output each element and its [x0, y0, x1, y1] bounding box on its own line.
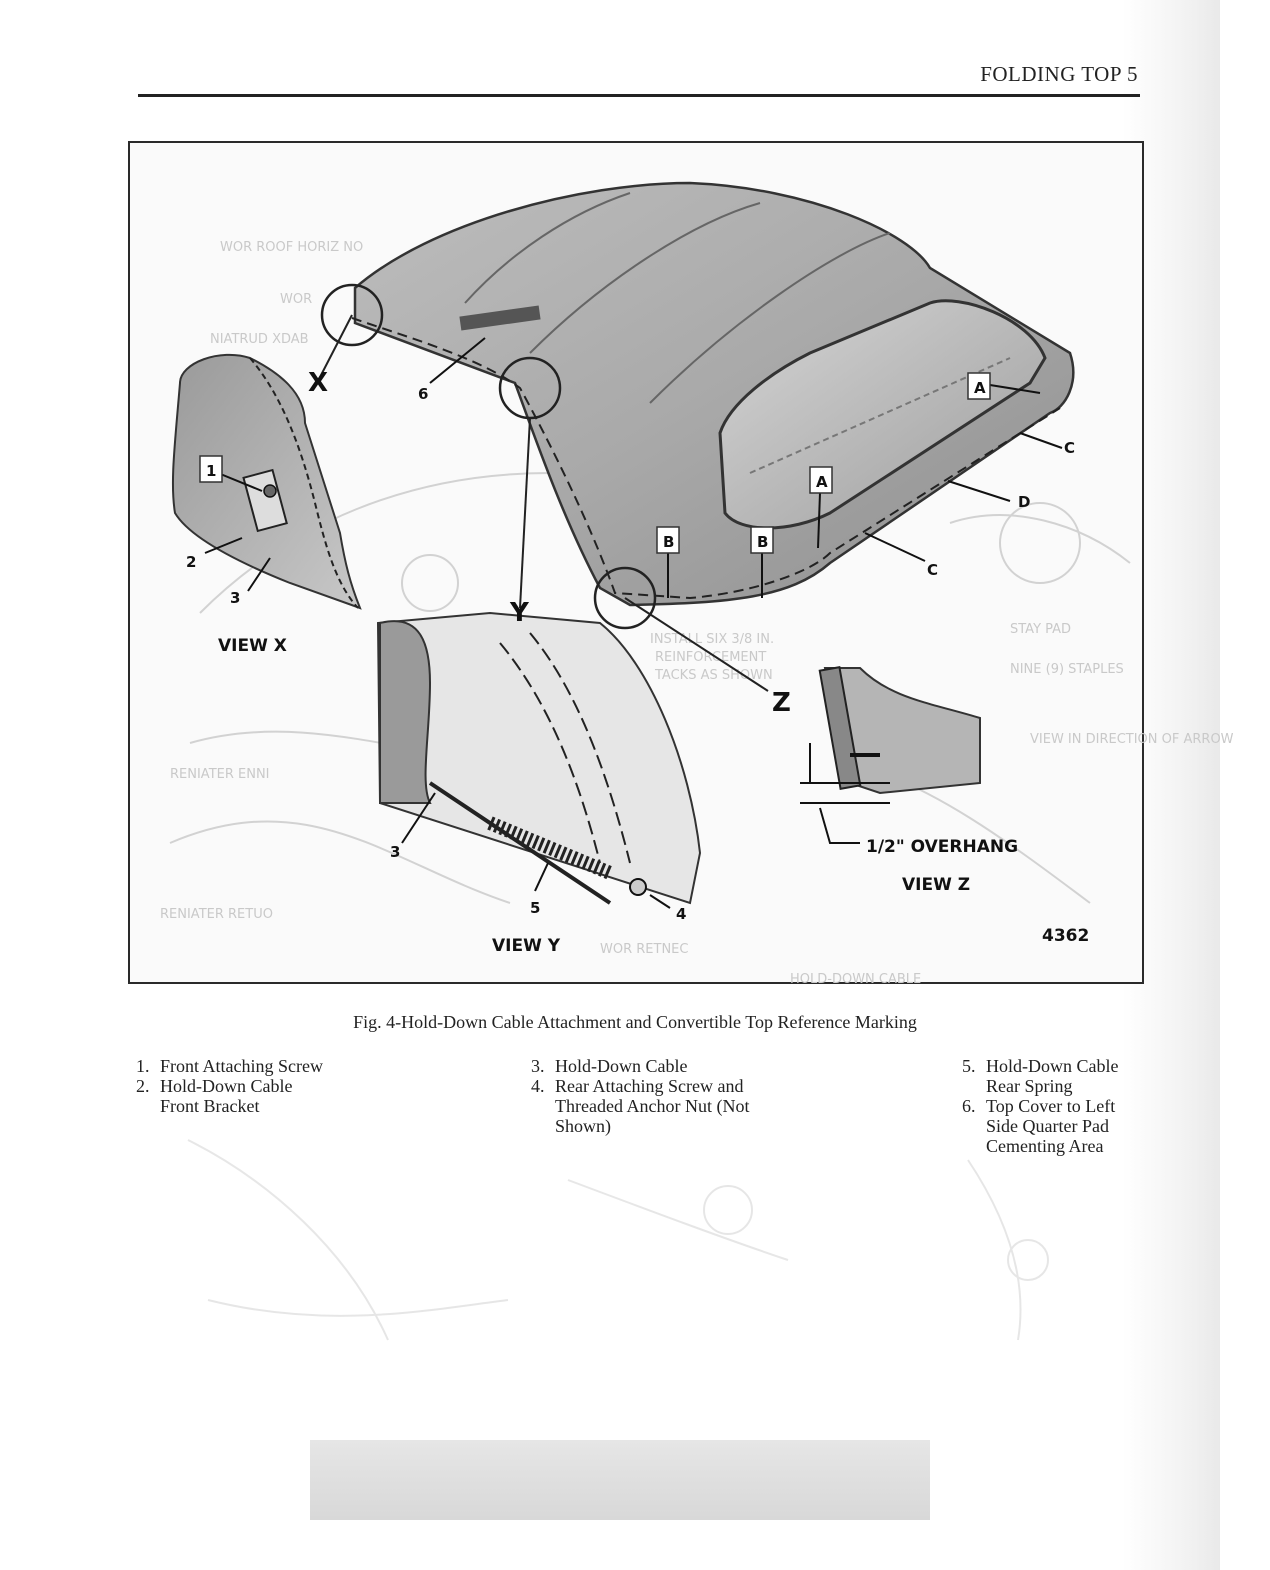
svg-text:WOR RETNEC: WOR RETNEC: [600, 942, 689, 957]
callout-a-2: A: [816, 473, 828, 491]
legend-number: 5.: [962, 1056, 976, 1076]
legend-text: Hold-Down Cable Front Bracket: [160, 1076, 293, 1116]
svg-text:RENIATER RETUO: RENIATER RETUO: [160, 907, 273, 922]
svg-text:REINFORCEMENT: REINFORCEMENT: [655, 650, 767, 665]
svg-text:NINE (9) STAPLES: NINE (9) STAPLES: [1010, 662, 1124, 677]
figure-caption: Fig. 4-Hold-Down Cable Attachment and Convertible Top Reference Marking: [353, 1012, 917, 1032]
legend-number: 6.: [962, 1096, 976, 1116]
figure-drawing: [130, 143, 1234, 987]
legend-item: [962, 1056, 1142, 1096]
svg-text:TACKS AS SHOWN: TACKS AS SHOWN: [655, 668, 773, 683]
legend-text: Hold-Down Cable: [555, 1056, 688, 1076]
legend-item: [136, 1056, 326, 1076]
legend-number: 1.: [136, 1056, 150, 1076]
running-head: FOLDING TOP 5: [980, 62, 1138, 86]
figure-number: 4362: [1042, 926, 1090, 946]
callout-1: 1: [206, 462, 217, 480]
svg-text:WOR: WOR: [280, 292, 313, 307]
legend-number: 3.: [531, 1056, 545, 1076]
convertible-top-main: [322, 183, 1076, 628]
callout-x: X: [308, 368, 329, 398]
legend-text: Rear Attaching Screw and Threaded Anchor Nut (Not Shown): [555, 1076, 750, 1136]
callout-2: 2: [186, 553, 197, 571]
callout-4: 4: [676, 905, 687, 923]
callout-6: 6: [418, 385, 429, 403]
legend-item: [531, 1056, 761, 1076]
legend-number: 4.: [531, 1076, 545, 1096]
svg-text:INSTALL SIX 3/8 IN.: INSTALL SIX 3/8 IN.: [650, 632, 775, 647]
view-y-label: VIEW Y: [492, 936, 561, 956]
legend-number: 2.: [136, 1076, 150, 1096]
figure-4-illustration: [128, 141, 1234, 987]
reverse-side-bleed-through: [128, 1100, 1148, 1440]
callout-c-1: C: [1064, 439, 1076, 457]
overhang-label: 1/2" OVERHANG: [866, 837, 1019, 857]
legend-text: Top Cover to Left Side Quarter Pad Cementing Area: [986, 1096, 1116, 1156]
callout-5: 5: [530, 899, 541, 917]
header-rule: [138, 94, 1140, 97]
legend-text: Front Attaching Screw: [160, 1056, 323, 1076]
reverse-side-caption-band: [310, 1440, 930, 1520]
callout-c-2: C: [927, 561, 939, 579]
svg-text:STAY PAD: STAY PAD: [1010, 622, 1072, 637]
legend-text: Hold-Down Cable Rear Spring: [986, 1056, 1119, 1096]
callout-3-view-x: 3: [230, 589, 241, 607]
callout-y: Y: [510, 598, 529, 628]
view-z-label: VIEW Z: [902, 875, 971, 895]
callout-z: Z: [772, 688, 791, 718]
view-x-label: VIEW X: [218, 636, 287, 656]
callout-b-2: B: [757, 533, 769, 551]
svg-text:NIATRUD XDAB: NIATRUD XDAB: [210, 332, 309, 347]
svg-text:HOLD-DOWN CABLE: HOLD-DOWN CABLE: [790, 972, 922, 987]
svg-text:VIEW IN DIRECTION OF ARROW: VIEW IN DIRECTION OF ARROW: [1030, 732, 1234, 747]
callout-3-view-y: 3: [390, 843, 401, 861]
callout-d: D: [1018, 493, 1031, 511]
callout-a-1: A: [974, 379, 986, 397]
svg-text:RENIATER ENNI: RENIATER ENNI: [170, 767, 270, 782]
svg-text:WOR ROOF HORIZ NO: WOR ROOF HORIZ NO: [220, 240, 364, 255]
callout-b-1: B: [663, 533, 675, 551]
